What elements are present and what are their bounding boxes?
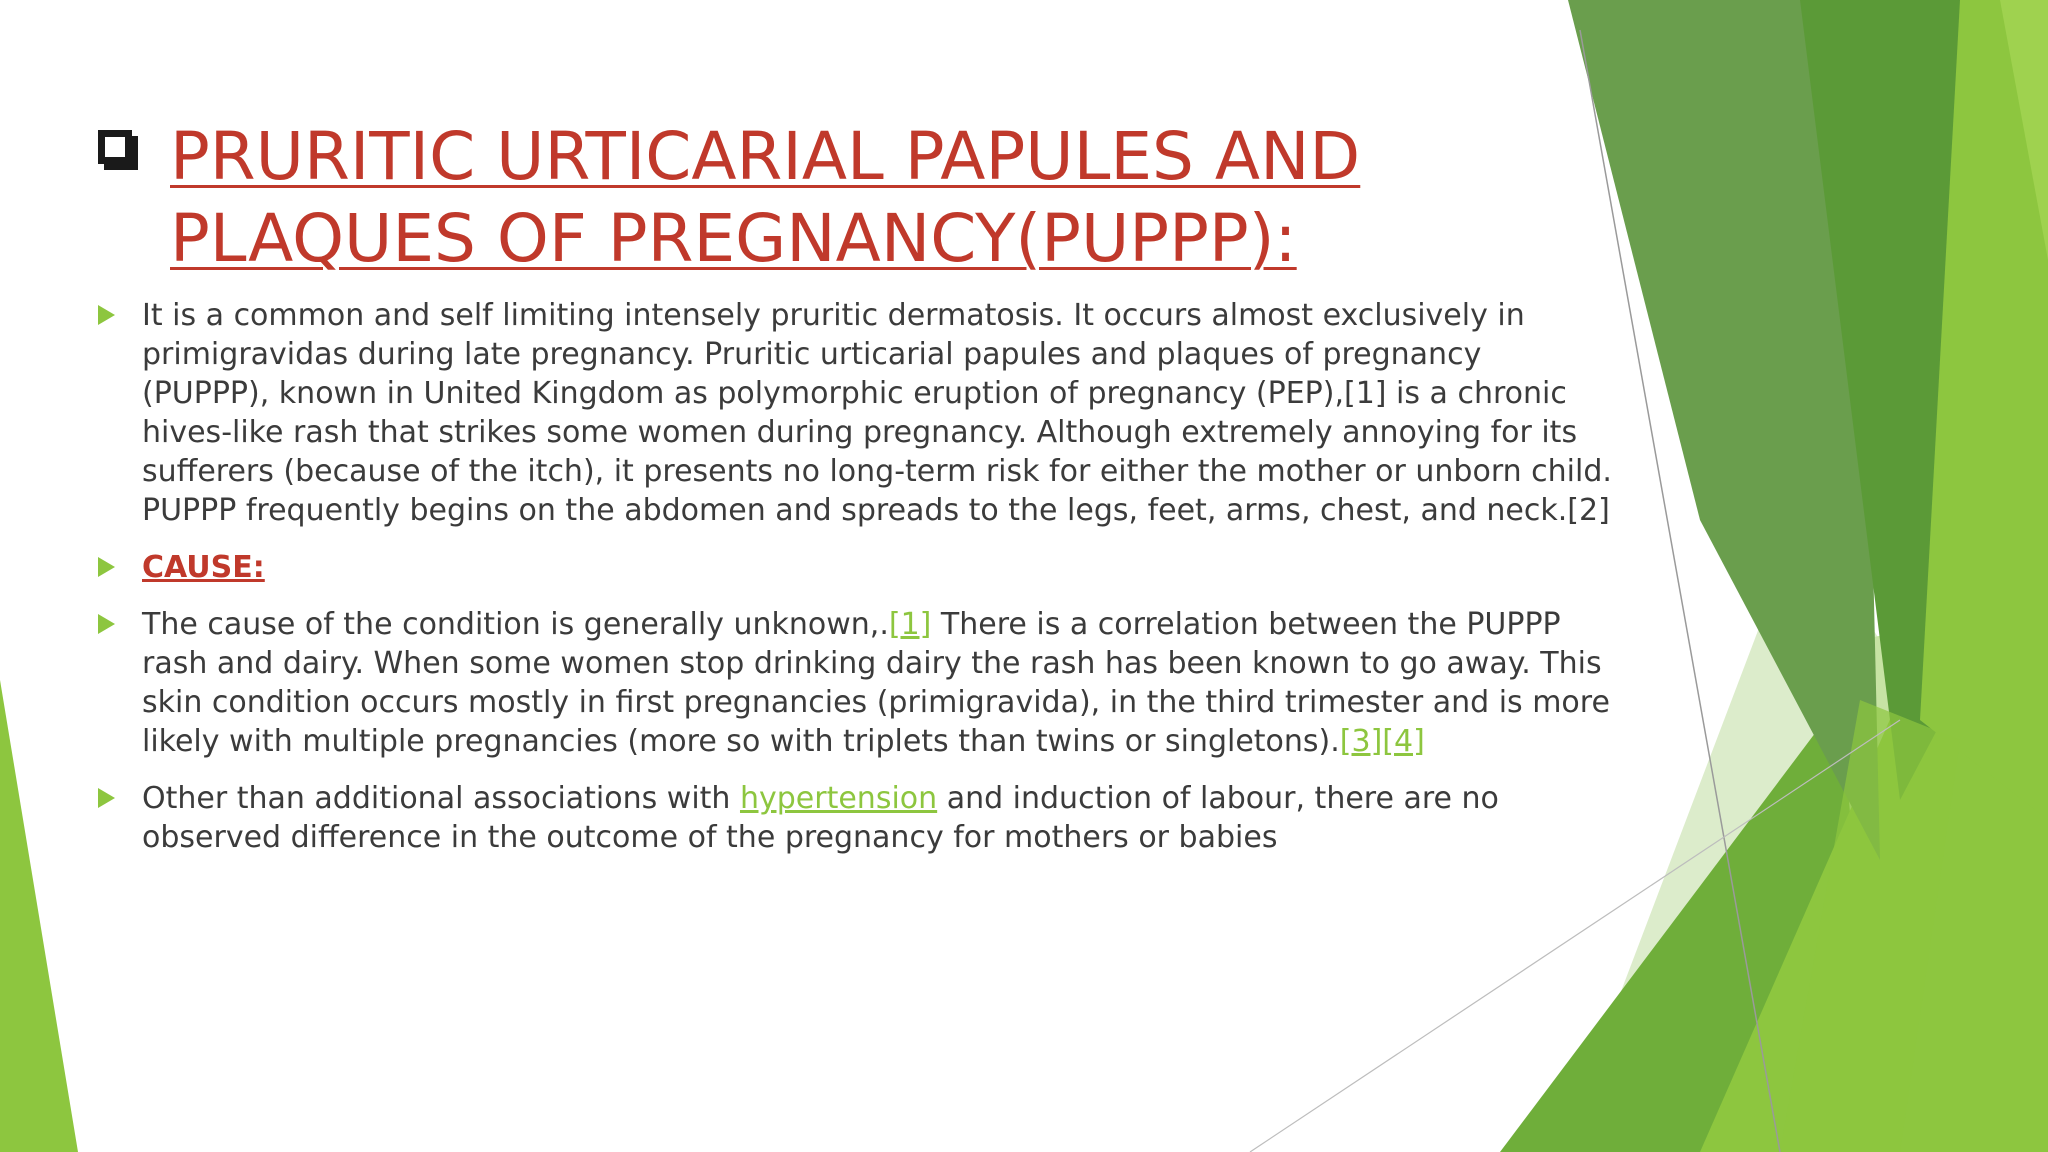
bullet-text-definition: It is a common and self limiting intensely pruritic dermatosis. It occurs almost exclusively in primigravidas during late pregnancy. Pruritic urticarial papules and plaques of pregnancy (PUPPP), known in United Kingdom as polymorphic eruption of pregnancy (PEP),[1] is a chronic hives-like rash that strikes some women during pregnancy. Although extremely annoying for its sufferers (because of the itch), it presents no long-term risk for either the mother or unborn child. PUPPP frequently begins on the abdomen and spreads to the legs, feet, arms, chest, and neck.[2] (142, 298, 1612, 528)
triangle-bullet-icon (98, 614, 115, 634)
cause-text-part2: There is a correlation between the PUPPP rash and dairy. When some women stop drinking dairy the rash has been known to go away. This skin condition occurs mostly in first pregnancies (primigravida), in the third trimester and is more likely with multiple pregnancies (more so with triplets than twins or singletons). (142, 607, 1610, 759)
outcome-text-part1: Other than additional associations with (142, 781, 740, 816)
hypertension-link[interactable]: hypertension (739, 781, 938, 816)
citation-link-3-4[interactable]: [3][4] (1339, 724, 1425, 759)
citation-link-1[interactable]: [1] (888, 607, 932, 642)
triangle-bullet-icon (98, 788, 115, 808)
cause-heading: CAUSE: (142, 550, 265, 585)
checkbox-square-icon (98, 130, 132, 164)
cause-text-part1: The cause of the condition is generally unknown,. (142, 607, 889, 642)
slide-title: PRURITIC URTICARIAL PAPULES AND PLAQUES OF PREGNANCY(PUPPP): (170, 118, 1361, 277)
bullet-list (98, 296, 1618, 875)
triangle-bullet-icon (98, 305, 115, 325)
bullet-item-outcome (98, 779, 1618, 857)
bullet-item-cause-text (98, 605, 1618, 761)
title-block (98, 116, 1578, 280)
left-green-shape (0, 680, 78, 1152)
outcome-text-part2: and induction of labour, there are no observed difference in the outcome of the pregnancy for mothers or babies (142, 781, 1499, 855)
triangle-bullet-icon (98, 557, 115, 577)
bullet-item-definition (98, 296, 1618, 530)
bullet-item-cause-heading (98, 548, 1618, 587)
